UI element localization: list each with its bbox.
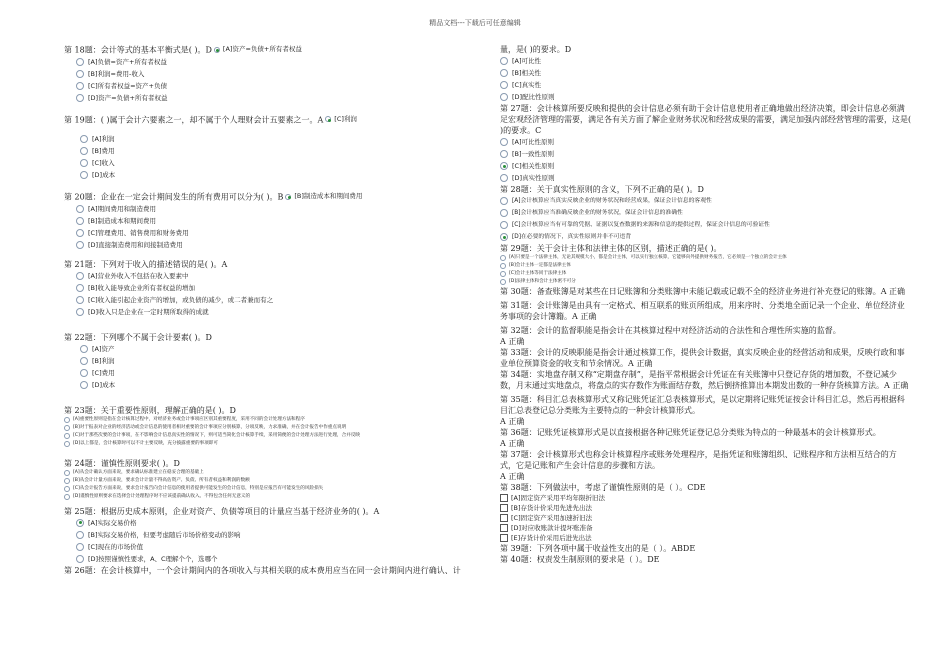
radio-icon[interactable] xyxy=(500,279,506,285)
radio-icon[interactable] xyxy=(500,69,508,77)
selected-answer: [B]制造成本和期间费用 xyxy=(285,191,362,202)
radio-icon[interactable] xyxy=(76,82,84,90)
question-text: 第 19题：( )属于会计六要素之一，却不属于个人理财会计五要素之一。A xyxy=(64,115,324,124)
radio-icon[interactable] xyxy=(64,494,70,500)
option-a[interactable]: [A]重要性原则是指在会计核算过程中，对经济业务或会计事项应区别其重要程度，采用不同的会计处理方法和程序 xyxy=(64,416,476,424)
option-d[interactable]: [D]法律主体和会计主体密不可分 xyxy=(500,278,912,286)
checkbox-icon[interactable] xyxy=(500,504,508,512)
radio-icon[interactable] xyxy=(80,171,88,179)
question-39: 第 39题：下列各项中属于收益性支出的是（ ）。ABDE xyxy=(500,544,696,553)
radio-icon[interactable] xyxy=(64,417,70,423)
radio-icon[interactable] xyxy=(64,433,70,439)
radio-icon[interactable] xyxy=(500,81,508,89)
option-c[interactable]: [C]固定资产采用加速折旧法 xyxy=(500,513,912,523)
radio-icon[interactable] xyxy=(80,369,88,377)
option-d[interactable]: [D]按照谨慎性要求，A、C理解个个，选哪个 xyxy=(64,553,476,565)
option-c[interactable]: [C]管理费用、销售费用和财务费用 xyxy=(64,227,476,239)
question-29: 第 29题：关于会计主体和法律主体的区别，描述正确的是( )。 xyxy=(500,244,722,253)
selected-answer: [C]利润 xyxy=(325,114,357,125)
option-c[interactable]: [C]对于那些次要的会计事项，在不影响会计信息真实性的情况下，则可适当简化会计核算手续，采用简便的会计处理方法进行处理，合并反映 xyxy=(64,432,476,440)
radio-icon[interactable] xyxy=(76,284,84,292)
selected-answer: [A]资产=负债+所有者权益 xyxy=(214,44,302,55)
question-26-continued: 量，是( )的要求。D xyxy=(500,45,572,54)
question-22: 第 22题：下列哪个不属于会计要素( )。D xyxy=(64,332,212,342)
checkbox-icon[interactable] xyxy=(500,534,508,542)
radio-icon[interactable] xyxy=(76,58,84,66)
option-c[interactable]: [C]现在的市场价值 xyxy=(64,541,476,553)
option-b[interactable]: [B]会计主体一定都是法律主体 xyxy=(500,262,912,270)
question-19 xyxy=(64,114,476,126)
radio-icon[interactable] xyxy=(76,70,84,78)
radio-icon[interactable] xyxy=(76,94,84,102)
option-d[interactable]: [D]资产=负债+所有者权益 xyxy=(64,92,476,104)
option-a[interactable]: [A]实际交易价格 xyxy=(64,517,476,529)
question-38: 第 38题：下列做法中，考虑了谨慎性原则的是（ ）。CDE xyxy=(500,483,706,492)
radio-icon[interactable] xyxy=(76,241,84,249)
question-30: 第 30题：备查账簿是对某些在日记账簿和分类账簿中未能记载或记载不全的经济业务进行补充登记的账簿。A 正确 xyxy=(500,287,906,296)
radio-icon[interactable] xyxy=(76,555,84,563)
option-d[interactable]: [D]成本 xyxy=(64,169,476,181)
option-d[interactable]: [D]直接制造费用和间接制造费用 xyxy=(64,239,476,251)
question-24: 第 24题：谨慎性原则要求( )。D xyxy=(64,458,180,468)
question-27: 第 27题：会计核算所要反映和提供的会计信息必须有助于会计信息使用者正确地做出经济决策，即会计信息必须满足宏观经济管理的需要，满足各有关方面了解企业财务状况和经营成果的需要，满足加强内部经营管理的需要，这是( )的要求。C xyxy=(500,104,912,135)
option-b[interactable]: [B]会计核算应当准确反映企业的财务状况，保证会计信息的准确性 xyxy=(500,207,912,219)
option-b[interactable]: [B]一致性原则 xyxy=(500,148,912,160)
option-a[interactable]: [A]资产 xyxy=(64,343,476,355)
radio-icon[interactable] xyxy=(80,135,88,143)
option-c[interactable]: [C]收入能引起企业资产的增加，或负债的减少，或二者兼而有之 xyxy=(64,294,476,306)
question-34: 第 34题：实地盘存制又称“定期盘存制”，是指平常根据会计凭证在有关账簿中只登记存货的增加数，不登记减少数，月末通过实地盘点，将盘点的实存数作为账面结存数，然后倒挤推算出本期发出数的一种存货核算方法。A 正确 xyxy=(500,370,909,390)
radio-icon[interactable] xyxy=(80,147,88,155)
question-35: 第 35题：科目汇总表核算形式又称记账凭证汇总表核算形式，是以定期将记账凭证按会计科目汇总，然后再根据科目汇总表登记总分类账为主要特点的一种会计核算形式。 xyxy=(500,395,905,415)
radio-icon[interactable] xyxy=(76,205,84,213)
option-c[interactable]: [C]费用 xyxy=(64,367,476,379)
radio-icon[interactable] xyxy=(76,543,84,551)
radio-icon[interactable] xyxy=(500,93,508,101)
question-25: 第 25题：根据历史成本原则，企业对资产、负债等项目的计量应当基于经济业务的( )。A xyxy=(64,506,380,516)
option-d[interactable]: [D]收入只是企业在一定时期所取得的成就 xyxy=(64,306,476,318)
question-36: 第 36题：记账凭证核算形式是以直接根据各种记账凭证登记总分类账为特点的一种最基本的会计核算形式。 xyxy=(500,428,881,437)
question-20 xyxy=(64,191,476,203)
right-column xyxy=(500,44,912,565)
radio-icon[interactable] xyxy=(76,296,84,304)
option-a[interactable]: [A]从会计确认方面来说，要求确认标准建立在稳妥合理的基础上 xyxy=(64,469,476,477)
option-d[interactable]: [D]在必要的情况下，真实性原则并非不可违背 xyxy=(500,231,912,243)
option-a[interactable]: [A]可比性 xyxy=(500,55,912,67)
question-33: 第 33题：会计的反映职能是指会计通过核算工作，提供会计数据，真实反映企业的经营活动和成果，反映行政和事业单位预算资金的收支和节余情况。A 正确 xyxy=(500,348,905,368)
question-28: 第 28题：关于真实性原则的含义，下列不正确的是( )。D xyxy=(500,185,704,194)
question-text: 第 18题：会计等式的基本平衡式是( )。D xyxy=(64,45,212,55)
option-a[interactable]: [A]只要是一个法律主体，无论其规模大小，都是会计主体，可以实行独立核算，它能够向外提供财务报告，它必须是一个独立的会计主体 xyxy=(500,254,912,262)
radio-icon[interactable] xyxy=(64,425,70,431)
option-c[interactable]: [C]会计核算应当有可靠的凭据、证据以复查数据的来源和信息的提供过程，保证会计信息的可验证性 xyxy=(500,219,912,231)
radio-icon[interactable] xyxy=(500,57,508,65)
radio-icon[interactable] xyxy=(64,470,70,476)
radio-selected-icon xyxy=(214,47,220,53)
radio-icon[interactable] xyxy=(500,221,508,229)
option-c[interactable]: [C]相关性原则 xyxy=(500,160,912,172)
question-text: 第 20题：企业在一定会计期间发生的所有费用可以分为( )。B xyxy=(64,192,284,202)
radio-icon[interactable] xyxy=(500,174,508,182)
question-32-answer: A 正确 xyxy=(500,337,525,346)
option-d[interactable]: [D]配比性原则 xyxy=(500,91,912,103)
radio-icon[interactable] xyxy=(500,263,506,269)
option-a[interactable]: [A]负债=资产+所有者权益 xyxy=(64,56,476,68)
radio-icon[interactable] xyxy=(76,308,84,316)
question-40: 第 40题：权责发生制原则的要求是（ ）。DE xyxy=(500,555,660,564)
option-a[interactable]: [A]可比性原则 xyxy=(500,136,912,148)
radio-selected-icon xyxy=(325,116,331,122)
radio-icon[interactable] xyxy=(76,217,84,225)
option-a[interactable]: [A]会计核算应当真实反映企业的财务状况和经营成果，保证会计信息的客观性 xyxy=(500,195,912,207)
option-d[interactable]: [D]谨慎性原则要求在选择会计处理程序时不应该提前确认收入、不得包含任何无意义的 xyxy=(64,493,476,501)
left-column xyxy=(64,44,476,576)
option-b[interactable]: [B]存货计价采用先进先出法 xyxy=(500,503,912,513)
question-32: 第 32题：会计的监督职能是指会计在其核算过程中对经济活动的合法性和合理性所实施的监督。 xyxy=(500,326,841,335)
option-d[interactable]: [D]成本 xyxy=(64,379,476,391)
checkbox-icon[interactable] xyxy=(500,524,508,532)
question-36-answer: A 正确 xyxy=(500,439,525,448)
radio-icon[interactable] xyxy=(500,209,508,217)
radio-selected-icon[interactable] xyxy=(500,233,508,241)
radio-icon[interactable] xyxy=(80,345,88,353)
radio-icon[interactable] xyxy=(76,531,84,539)
radio-icon[interactable] xyxy=(64,478,70,484)
option-d[interactable]: [D]真实性原则 xyxy=(500,172,912,184)
option-b[interactable]: [B]从会计计量方面来说，要求会计计量不得高估资产、负债、所有者权益和利润的数额 xyxy=(64,477,476,485)
option-c[interactable]: [C]从会计报告方面来说，要求会计报告向会计信息的使用者提供可能发生的会计信息，特别是应报告有可能发生的风险损失 xyxy=(64,485,476,493)
option-a[interactable]: [A]营业外收入不包括在收入要素中 xyxy=(64,270,476,282)
radio-icon[interactable] xyxy=(76,229,84,237)
radio-icon[interactable] xyxy=(80,159,88,167)
option-c[interactable]: [C]会计主体等同于法律主体 xyxy=(500,270,912,278)
checkbox-icon[interactable] xyxy=(500,494,508,502)
radio-icon[interactable] xyxy=(64,486,70,492)
option-d[interactable]: [D]对应收账款计提坏账准备 xyxy=(500,523,912,533)
option-c[interactable]: [C]所有者权益=资产+负债 xyxy=(64,80,476,92)
question-37: 第 37题：会计核算形式也称会计核算程序或账务处理程序，是指凭证和账簿组织、记账程序和方法相互结合的方式，它是记账和产生会计信息的步骤和方法。 xyxy=(500,450,897,470)
radio-icon[interactable] xyxy=(500,150,508,158)
option-c[interactable]: [C]收入 xyxy=(64,157,476,169)
radio-selected-icon xyxy=(285,194,291,200)
option-a[interactable]: [A]固定资产采用平均年限折旧法 xyxy=(500,493,912,503)
question-18 xyxy=(64,44,476,56)
option-b[interactable]: [B]制造成本和期间费用 xyxy=(64,215,476,227)
radio-icon[interactable] xyxy=(500,197,508,205)
option-c[interactable]: [C]真实性 xyxy=(500,79,912,91)
option-e[interactable]: [E]存货计价采用后进先出法 xyxy=(500,533,912,543)
radio-icon[interactable] xyxy=(80,357,88,365)
radio-selected-icon[interactable] xyxy=(76,519,84,527)
checkbox-icon[interactable] xyxy=(500,514,508,522)
option-b[interactable]: [B]实际交易价格，但要考虑随后市场价格变动的影响 xyxy=(64,529,476,541)
page-header: 精品文档---下载后可任意编辑 xyxy=(429,19,521,27)
option-a[interactable]: [A]期间费用和制造费用 xyxy=(64,203,476,215)
radio-icon[interactable] xyxy=(500,271,506,277)
question-21: 第 21题：下列对于收入的描述错误的是( )。A xyxy=(64,259,228,269)
question-26: 第 26题：在会计核算中，一个会计期间内的各项收入与其相关联的成本费用应当在同一会计期间内进行确认、计 xyxy=(64,565,461,575)
option-d[interactable]: [D]以上都是，会计核算时可以不计主要反映，充分披露重要的事项即可 xyxy=(64,440,476,448)
option-b[interactable]: [B]利润=费用-收入 xyxy=(64,68,476,80)
question-35-answer: A 正确 xyxy=(500,417,525,426)
option-b[interactable]: [B]收入能导致企业所有者权益的增加 xyxy=(64,282,476,294)
question-23: 第 23题：关于重要性原则，理解正确的是( )。D xyxy=(64,405,236,415)
radio-selected-icon[interactable] xyxy=(500,162,508,170)
radio-icon[interactable] xyxy=(500,138,508,146)
option-b[interactable]: [B]对于报表对企业的经济活动或会计信息的使用者相对重要的会计事项应分别核算，分项反映，力求准确，并在会计报告中作重点说明 xyxy=(64,424,476,432)
option-a[interactable]: [A]利润 xyxy=(64,133,476,145)
option-b[interactable]: [B]相关性 xyxy=(500,67,912,79)
radio-icon[interactable] xyxy=(500,255,506,261)
radio-icon[interactable] xyxy=(80,381,88,389)
question-31: 第 31题：会计账簿是由具有一定格式、相互联系的账页所组成，用来序时、分类地全面记录一个企业、单位经济业务事项的会计簿籍。A 正确 xyxy=(500,301,905,321)
question-37-answer: A 正确 xyxy=(500,472,525,481)
option-b[interactable]: [B]费用 xyxy=(64,145,476,157)
radio-icon[interactable] xyxy=(64,441,70,447)
option-b[interactable]: [B]利润 xyxy=(64,355,476,367)
radio-icon[interactable] xyxy=(76,272,84,280)
